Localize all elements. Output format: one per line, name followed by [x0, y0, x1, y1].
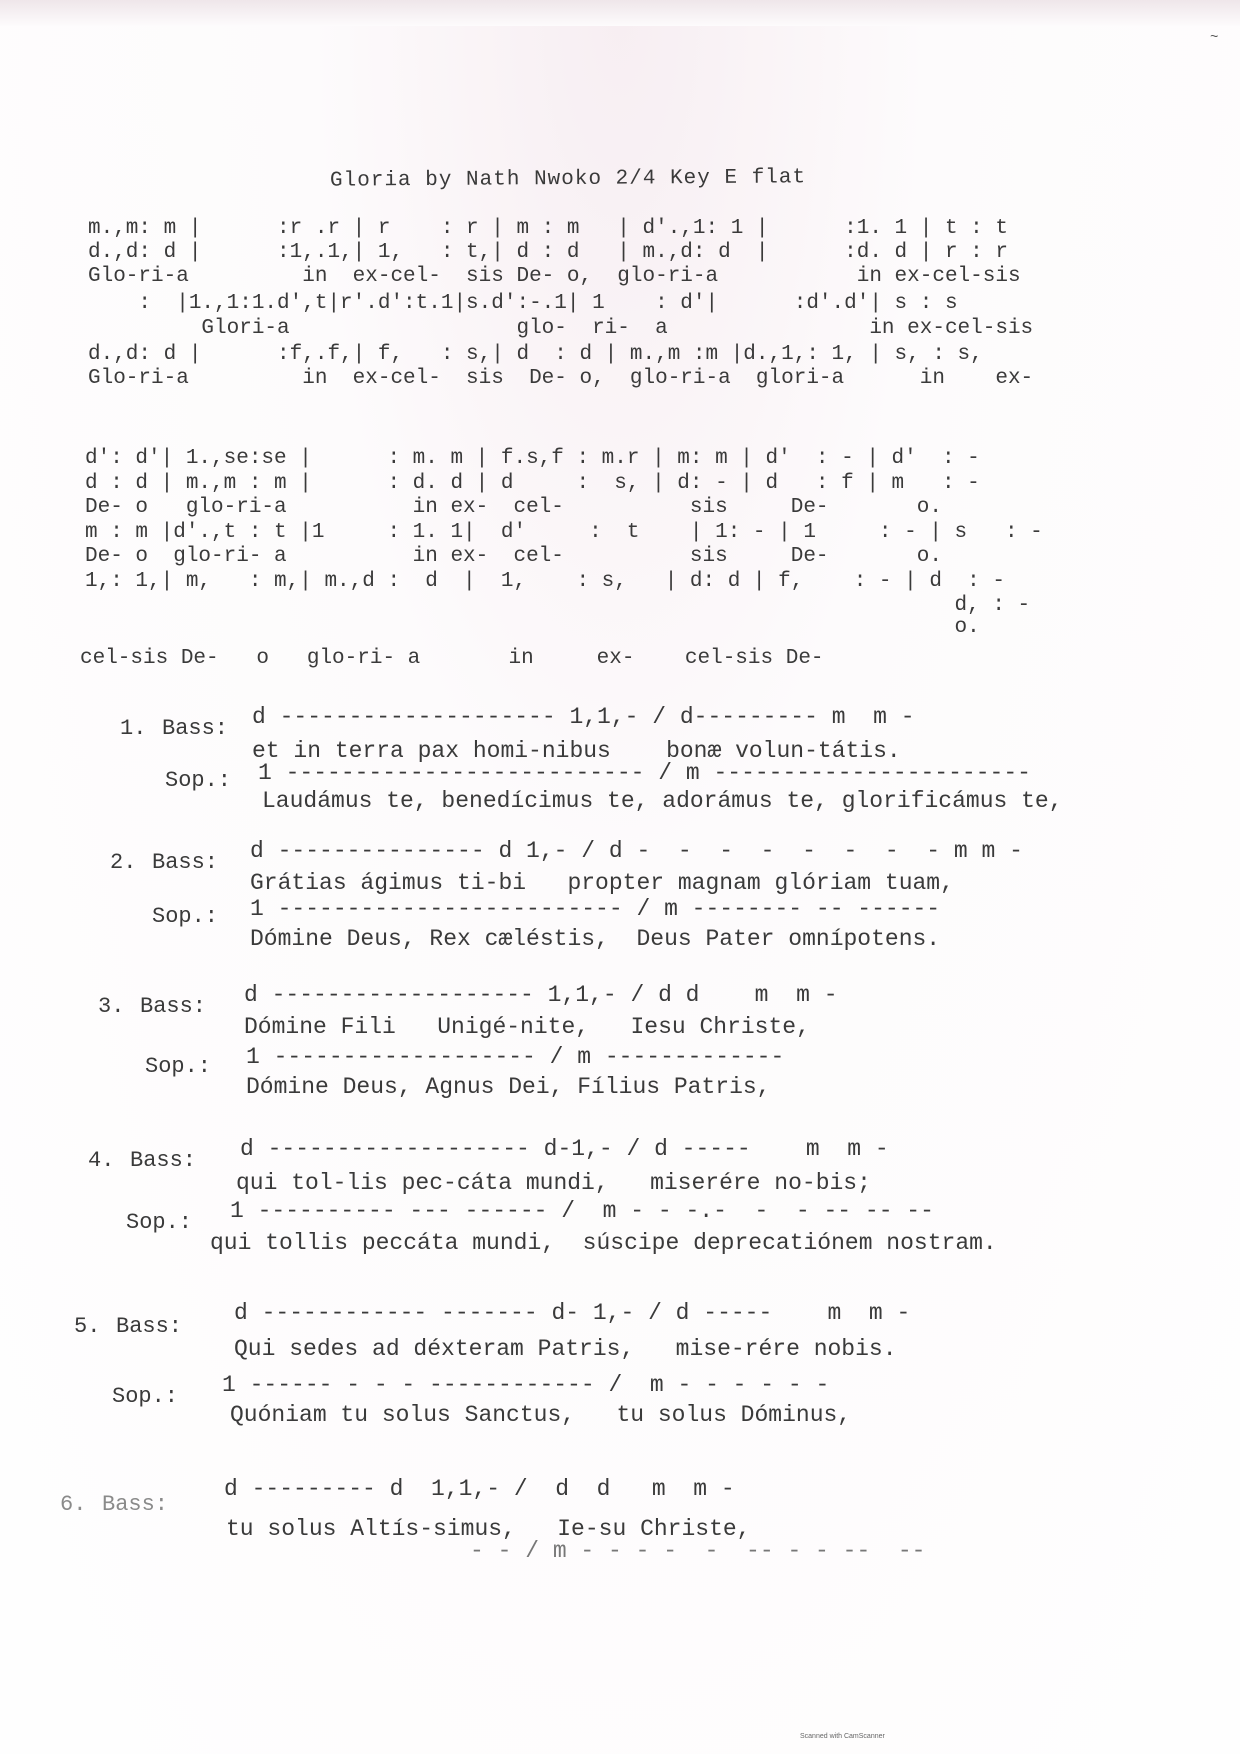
page-title: Gloria by Nath Nwoko 2/4 Key E flat [329, 166, 807, 193]
verse-number: 4. [88, 1148, 115, 1173]
sop-text: Quóniam tu solus Sanctus, tu solus Dóminus, [230, 1402, 852, 1428]
sop-label: Sop.: [152, 904, 219, 929]
bass-text: qui tol-lis pec-cáta mundi, miserére no-bis; [236, 1170, 871, 1196]
sop-notes: - - / m - - - - - -- - - -- -- [470, 1538, 926, 1564]
verse-number: 5. [74, 1314, 101, 1339]
sop-label: Sop.: [126, 1210, 193, 1235]
sop-notes: 1 ------------------- / m ------------- [246, 1044, 785, 1070]
lyric-line: De- o glo-ri- a in ex- cel- sis De- o. [85, 545, 942, 568]
bass-label: Bass: [116, 1314, 183, 1339]
corner-mark: ~ [1210, 30, 1219, 46]
sop-label: Sop.: [165, 768, 232, 793]
verse-number: 1. [120, 716, 147, 741]
scanner-watermark: Scanned with CamScanner [800, 1733, 885, 1740]
sop-notes: 1 ------------------------- / m -------- -- ------ [250, 896, 941, 922]
verse-number: 6. [60, 1492, 87, 1517]
sop-notes: 1 -------------------------- / m ----------------------- [258, 760, 1031, 786]
sop-text: qui tollis peccáta mundi, súscipe deprecatiónem nostram. [210, 1230, 997, 1256]
solfa-line: : |1.,1:1.d',t|r'.d':t.1|s.d':-.1| 1 : d'| :d'.d'| s : s [88, 292, 958, 315]
sop-label: Sop.: [112, 1384, 179, 1409]
bass-notes: d ------------ ------- d- 1,- / d ----- m m - [234, 1300, 911, 1326]
verse-number: 3. [98, 994, 125, 1019]
bass-label: Bass: [102, 1492, 169, 1517]
bass-label: Bass: [162, 716, 229, 741]
solfa-line: d.,d: d | :f,.f,| f, : s,| d : d | m.,m :m |d.,1,: 1, | s, : s, [88, 343, 983, 366]
bass-notes: d --------- d 1,1,- / d d m m - [224, 1476, 735, 1502]
bass-notes: d ------------------- 1,1,- / d d m m - [244, 982, 838, 1008]
bass-text: Dómine Fili Unigé-nite, Iesu Christe, [244, 1014, 810, 1040]
lyric-line: De- o glo-ri-a in ex- cel- sis De- o. [85, 496, 942, 519]
bass-notes: d --------------- d 1,- / d - - - - - - - - m m - [250, 838, 1023, 864]
solfa-line: m : m |d'.,t : t |1 : 1. 1| d' : t | 1: - | 1 : - | s : - [85, 521, 1043, 544]
solfa-line: m.,m: m | :r .r | r : r | m : m | d'.,1: 1 | :1. 1 | t : t [88, 217, 1008, 240]
solfa-line: 1,: 1,| m, : m,| m.,d : d | 1, : s, | d: d | f, : - | d : - [85, 570, 1005, 593]
lyric-line: Glo-ri-a in ex-cel- sis De- o, glo-ri-a in ex-cel-sis [88, 265, 1021, 288]
sop-label: Sop.: [145, 1054, 212, 1079]
bass-notes: d ------------------- d-1,- / d ----- m m - [240, 1136, 889, 1162]
verse-number: 2. [110, 850, 137, 875]
bass-label: Bass: [140, 994, 207, 1019]
bass-label: Bass: [130, 1148, 197, 1173]
lyric-line: cel-sis De- o glo-ri- a in ex- cel-sis De- [80, 647, 824, 670]
solfa-line: d': d'| 1.,se:se | : m. m | f.s,f : m.r | m: m | d' : - | d' : - [85, 447, 980, 470]
sop-notes: 1 ---------- --- ------ / m - - -.- - - -- -- -- [230, 1198, 934, 1224]
lyric-line: Glori-a glo- ri- a in ex-cel-sis [88, 317, 1034, 340]
bass-text: Qui sedes ad déxteram Patris, mise-rére nobis. [234, 1336, 897, 1362]
lyric-line: Glo-ri-a in ex-cel- sis De- o, glo-ri-a glori-a in ex- [88, 367, 1034, 390]
sop-text: Dómine Deus, Rex cæléstis, Deus Pater omnípotens. [250, 926, 941, 952]
bass-text: et in terra pax homi-nibus bonæ volun-tátis. [252, 738, 901, 764]
lyric-line: o. [85, 616, 980, 639]
bass-label: Bass: [152, 850, 219, 875]
solfa-line: d, : - [85, 594, 1031, 617]
bass-text: tu solus Altís-simus, Ie-su Christe, [226, 1516, 751, 1542]
solfa-line: d.,d: d | :1,.1,| 1, : t,| d : d | m.,d: d | :d. d | r : r [88, 241, 1008, 264]
sop-text: Dómine Deus, Agnus Dei, Fílius Patris, [246, 1074, 771, 1100]
scan-shadow-edge [0, 0, 1240, 26]
bass-text: Grátias ágimus ti-bi propter magnam glóriam tuam, [250, 870, 954, 896]
solfa-line: d : d | m.,m : m | : d. d | d : s, | d: - | d : f | m : - [85, 472, 980, 495]
sop-notes: 1 ------ - - - ------------ / m - - - - - - [222, 1372, 830, 1398]
bass-notes: d -------------------- 1,1,- / d--------- m m - [252, 704, 915, 730]
sop-text: Laudámus te, benedícimus te, adorámus te, glorificámus te, [262, 788, 1063, 814]
